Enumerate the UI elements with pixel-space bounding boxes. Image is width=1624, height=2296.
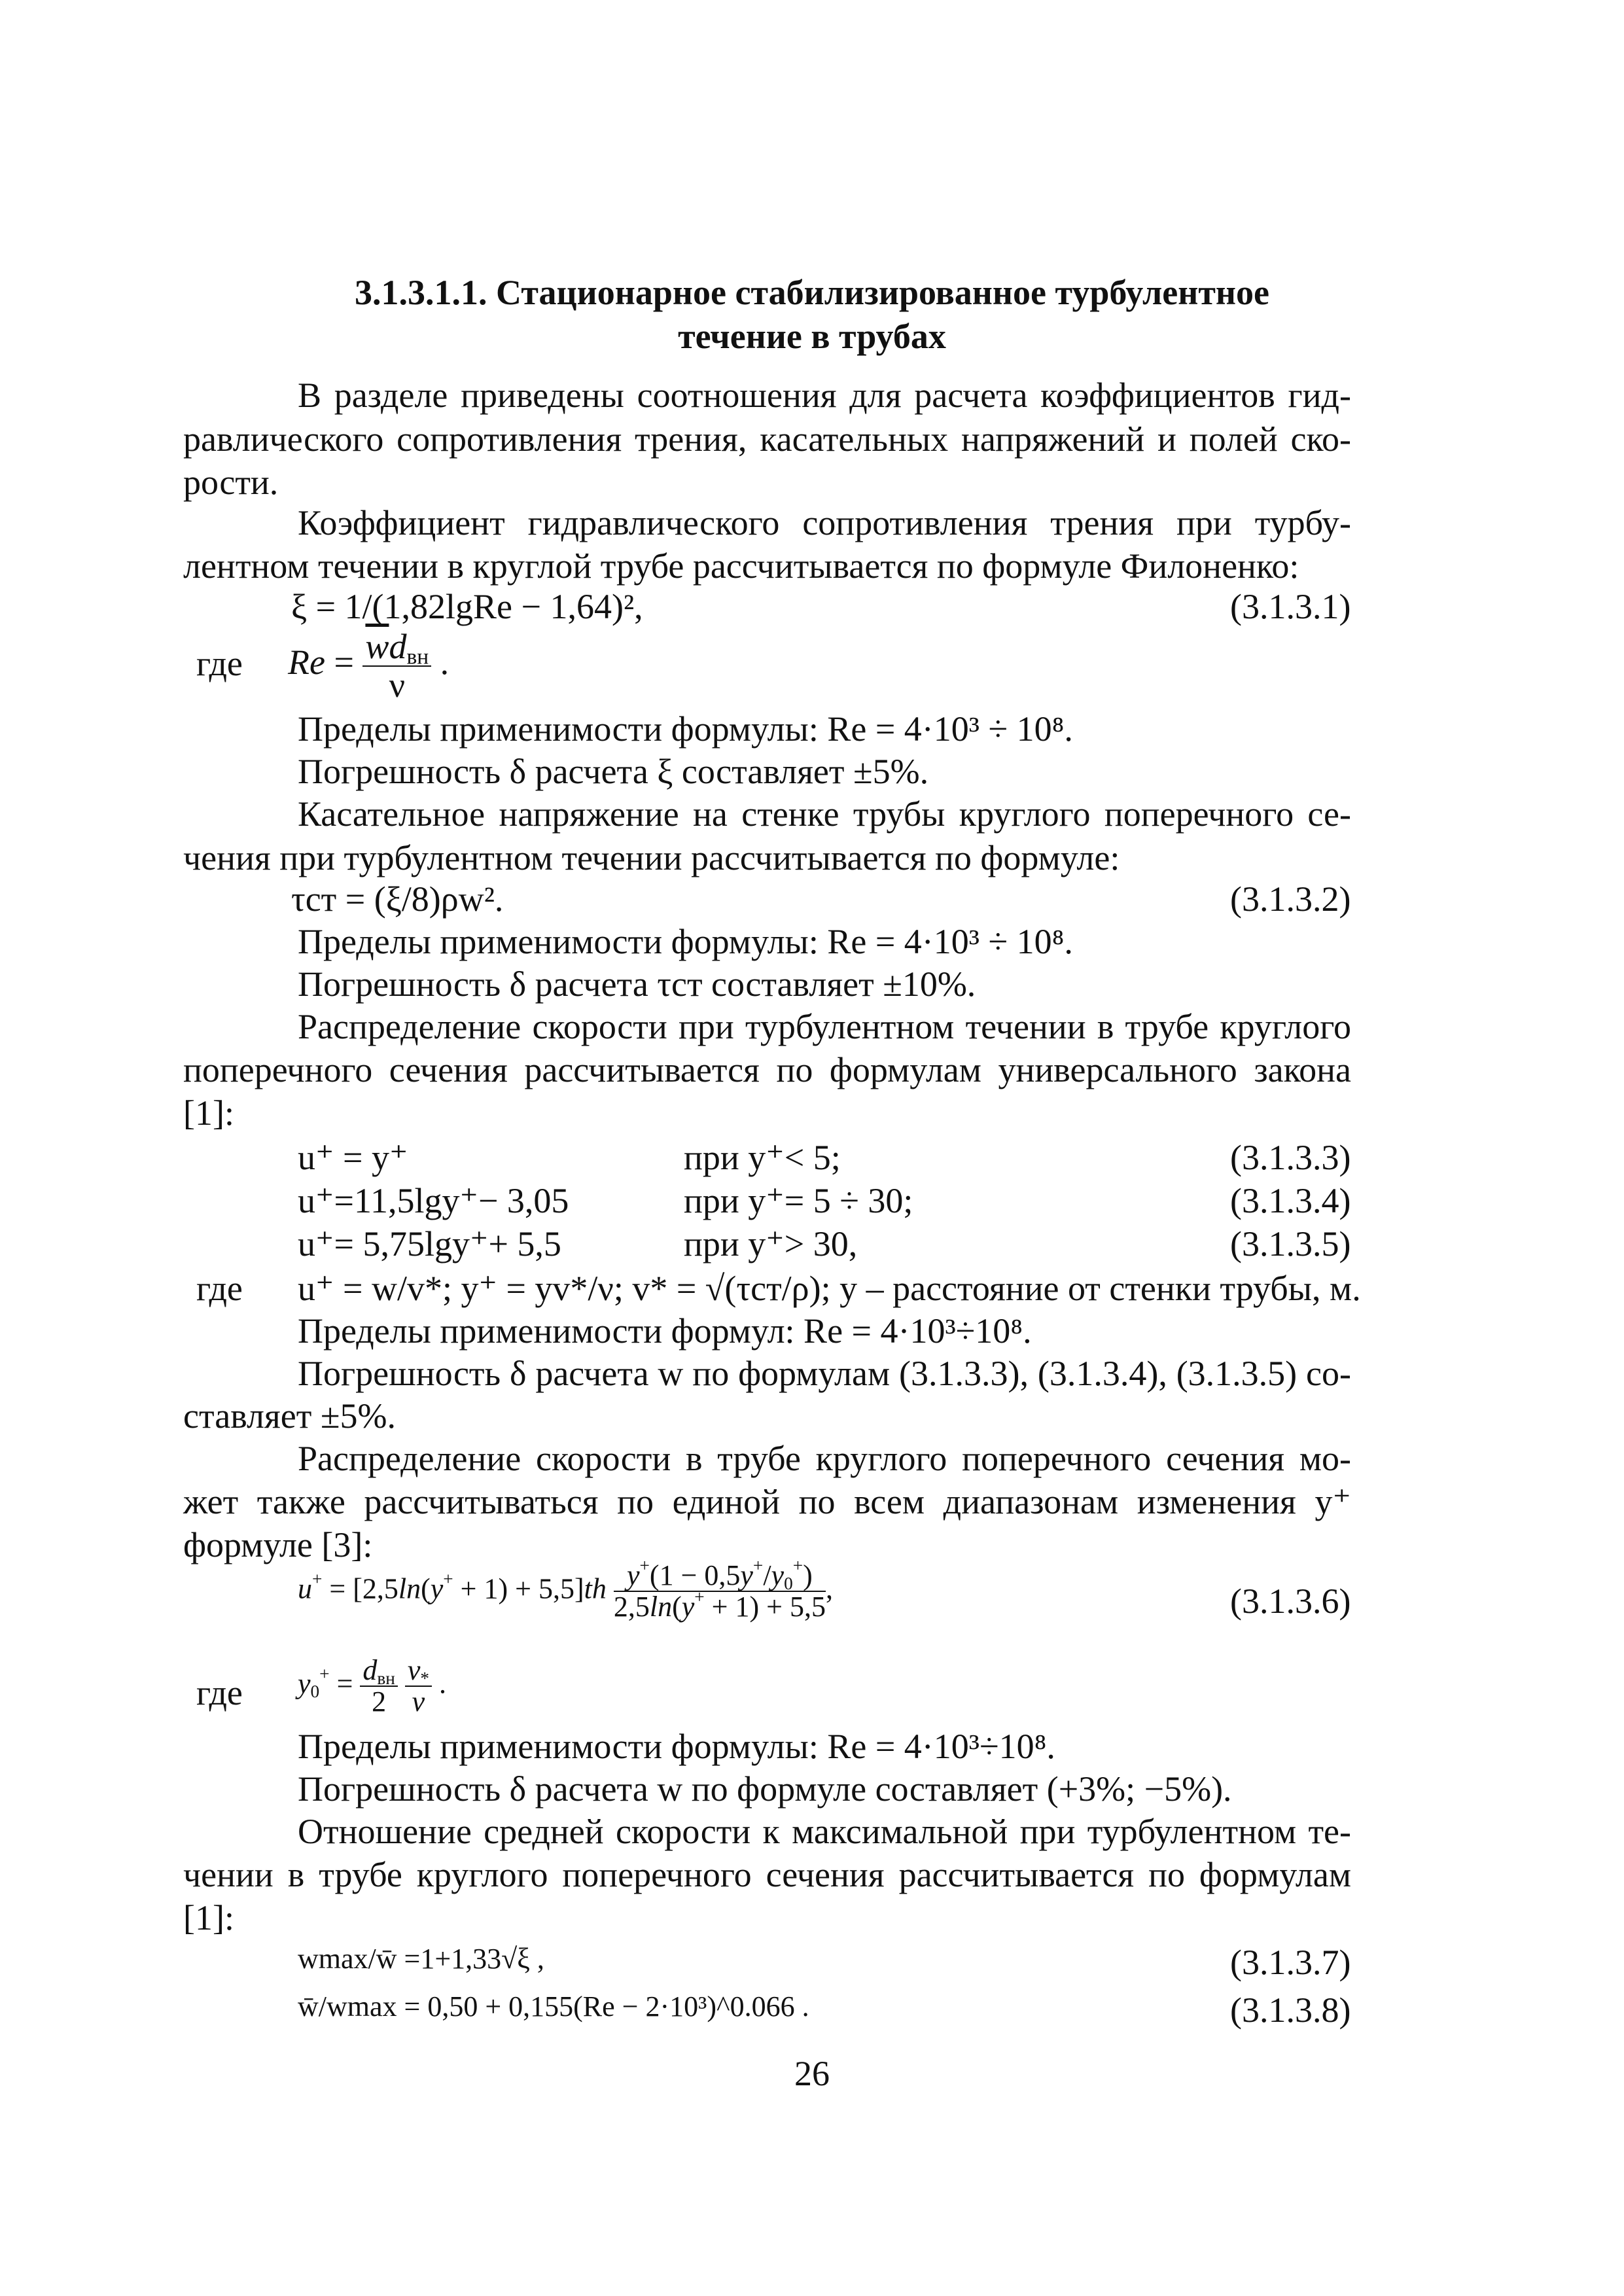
velocity-error-line-1: Погрешность δ расчета w по формулам (3.1.3.3), (3.1.3.4), (3.1.3.5) со- bbox=[298, 1354, 1351, 1393]
equation-number-3-1-3-3: (3.1.3.3) bbox=[1230, 1138, 1351, 1177]
unified-limits: Пределы применимости формулы: Re = 4·10³÷10⁸. bbox=[298, 1727, 1055, 1766]
unified-line-2: жет также рассчитываться по единой по всем диапазонам изменения y⁺ bbox=[183, 1482, 1351, 1521]
intro-line-1: В разделе приведены соотношения для расчета коэффициентов гид- bbox=[298, 376, 1351, 415]
condition-3-1-3-4: при y⁺= 5 ÷ 30; bbox=[684, 1181, 913, 1220]
formula-3-1-3-2: τст = (ξ/8)ρw². bbox=[291, 879, 504, 919]
y0-definition-formula: $y_0^+$ = $\frac{d_{вн}}{2}$ $\frac{v_*}{\nu}$ . bbox=[298, 1654, 447, 1718]
where-label-2: где bbox=[196, 1269, 243, 1308]
intro-line-2: равлического сопротивления трения, касательных напряжений и полей ско- bbox=[183, 419, 1351, 459]
velocity-error-line-2: ставляет ±5%. bbox=[183, 1396, 396, 1436]
equation-number-3-1-3-1: (3.1.3.1) bbox=[1230, 587, 1351, 626]
equation-number-3-1-3-8: (3.1.3.8) bbox=[1230, 1990, 1351, 2030]
formula-3-1-3-1: ξ = 1/(1,82lgRe − 1,64)², bbox=[291, 587, 643, 626]
formula-3-1-3-5: u⁺= 5,75lgy⁺+ 5,5 bbox=[298, 1224, 561, 1263]
equation-number-3-1-3-6: (3.1.3.6) bbox=[1230, 1581, 1351, 1621]
where-label-1: где bbox=[196, 644, 243, 683]
equation-number-3-1-3-5: (3.1.3.5) bbox=[1230, 1224, 1351, 1263]
velocity-line-1: Распределение скорости при турбулентном течении в трубе круглого bbox=[298, 1007, 1351, 1046]
filonenko-line-2: лентном течении в круглой трубе рассчитывается по формуле Филоненко: bbox=[183, 546, 1299, 586]
ratio-line-1: Отношение средней скорости к максимальной при турбулентном те- bbox=[298, 1812, 1351, 1851]
shear-error: Погрешность δ расчета τст составляет ±10%. bbox=[298, 964, 976, 1004]
equation-number-3-1-3-4: (3.1.3.4) bbox=[1230, 1181, 1351, 1220]
unified-line-3: формуле [3]: bbox=[183, 1525, 373, 1564]
velocity-limits: Пределы применимости формул: Re = 4·10³÷10⁸. bbox=[298, 1311, 1032, 1351]
equation-number-3-1-3-2: (3.1.3.2) bbox=[1230, 879, 1351, 919]
filonenko-limits: Пределы применимости формулы: Re = 4·10³ ÷ 10⁸. bbox=[298, 709, 1073, 749]
formula-3-1-3-7: wmax/w̄ =1+1,33√ξ , bbox=[298, 1943, 544, 1975]
unified-error: Погрешность δ расчета w по формуле составляет (+3%; −5%). bbox=[298, 1769, 1232, 1809]
unified-line-1: Распределение скорости в трубе круглого поперечного сечения мо- bbox=[298, 1439, 1351, 1478]
intro-line-3: рости. bbox=[183, 463, 279, 502]
ratio-line-2: чении в трубе круглого поперечного сечения рассчитывается по формулам bbox=[183, 1855, 1351, 1894]
velocity-line-3: [1]: bbox=[183, 1093, 234, 1133]
formula-3-1-3-3: u⁺ = y⁺ bbox=[298, 1138, 408, 1177]
equation-number-3-1-3-7: (3.1.3.7) bbox=[1230, 1943, 1351, 1982]
re-definition-formula: Re = $\frac{\overline{w}d_{вн}}{\nu}$ . bbox=[288, 627, 450, 705]
formula-3-1-3-6: u+ = [2,5ln(y+ + 1) + 5,5]th $\frac{y^+(1 - 0,5y^+/y_0^+)}{2,5\ln(y^+ + 1) + 5,5}$ , bbox=[298, 1555, 833, 1623]
formula-3-1-3-4: u⁺=11,5lgy⁺− 3,05 bbox=[298, 1181, 569, 1220]
velocity-where-definitions: u⁺ = w/v*; y⁺ = yv*/ν; v* = √(τст/ρ); y – расстояние от стенки трубы, м. bbox=[298, 1269, 1361, 1308]
shear-line-2: чения при турбулентном течении рассчитывается по формуле: bbox=[183, 838, 1120, 877]
condition-3-1-3-5: при y⁺> 30, bbox=[684, 1224, 858, 1263]
filonenko-line-1: Коэффициент гидравлического сопротивления трения при турбу- bbox=[298, 503, 1351, 542]
shear-limits: Пределы применимости формулы: Re = 4·10³ ÷ 10⁸. bbox=[298, 922, 1073, 961]
velocity-line-2: поперечного сечения рассчитывается по формулам универсального закона bbox=[183, 1050, 1351, 1089]
condition-3-1-3-3: при y⁺< 5; bbox=[684, 1138, 841, 1177]
shear-line-1: Касательное напряжение на стенке трубы круглого поперечного се- bbox=[298, 794, 1351, 834]
section-heading-line1: 3.1.3.1.1. Стационарное стабилизированное турбулентное bbox=[355, 273, 1269, 312]
where-label-3: где bbox=[196, 1673, 243, 1712]
ratio-line-3: [1]: bbox=[183, 1898, 234, 1937]
section-heading-line2: течение в трубах bbox=[678, 317, 946, 356]
filonenko-error: Погрешность δ расчета ξ составляет ±5%. bbox=[298, 752, 929, 791]
formula-3-1-3-8: w̄/wmax = 0,50 + 0,155(Re − 2·10³)^0.066 . bbox=[298, 1990, 809, 2022]
page-number: 26 bbox=[794, 2054, 830, 2093]
